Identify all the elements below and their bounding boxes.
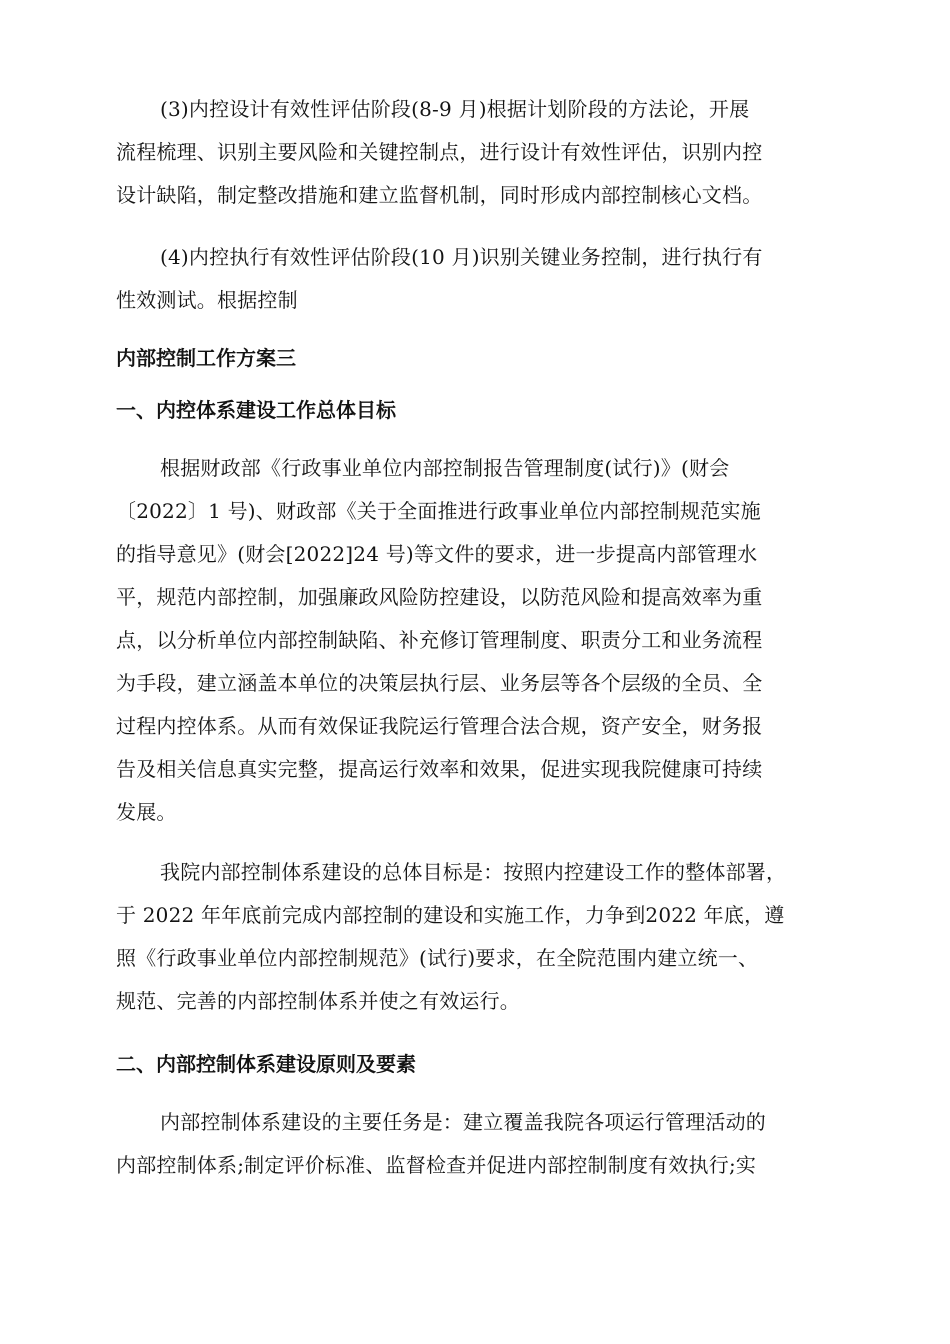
text-line: (4)内控执行有效性评估阶段(10 月)识别关键业务控制，进行执行有 bbox=[160, 245, 763, 269]
text-line: 〔2022〕1 号)、财政部《关于全面推进行政事业单位内部控制规范实施 bbox=[116, 499, 761, 523]
text-line: 告及相关信息真实完整，提高运行效率和效果，促进实现我院健康可持续 bbox=[116, 757, 763, 781]
paragraph-execution-effectiveness bbox=[116, 236, 831, 322]
text-line: 为手段，建立涵盖本单位的决策层执行层、业务层等各个层级的全员、全 bbox=[116, 671, 763, 695]
text-line: 点，以分析单位内部控制缺陷、补充修订管理制度、职责分工和业务流程 bbox=[116, 628, 763, 652]
text-line: 流程梳理、识别主要风险和关键控制点，进行设计有效性评估，识别内控 bbox=[116, 140, 763, 164]
text-line: 我院内部控制体系建设的总体目标是：按照内控建设工作的整体部署， bbox=[160, 860, 787, 884]
section-heading-principles: 二、内部控制体系建设原则及要素 bbox=[116, 1052, 416, 1076]
text-line: 过程内控体系。从而有效保证我院运行管理合法合规，资产安全，财务报 bbox=[116, 714, 763, 738]
text-line: 内部控制体系建设的主要任务是：建立覆盖我院各项运行管理活动的 bbox=[160, 1110, 766, 1134]
paragraph-overall-target bbox=[116, 851, 831, 1023]
text-line: 的指导意见》(财会[2022]24 号)等文件的要求，进一步提高内部管理水 bbox=[116, 542, 758, 566]
text-line: 平，规范内部控制，加强廉政风险防控建设，以防范风险和提高效率为重 bbox=[116, 585, 763, 609]
paragraph-design-effectiveness bbox=[116, 88, 831, 217]
text-line: 发展。 bbox=[116, 800, 177, 824]
text-line: (3)内控设计有效性评估阶段(8-9 月)根据计划阶段的方法论，开展 bbox=[160, 97, 750, 121]
section-heading-overall-goal: 一、内控体系建设工作总体目标 bbox=[116, 398, 396, 422]
text-line: 于 2022 年年底前完成内部控制的建设和实施工作，力争到2022 年底，遵 bbox=[116, 903, 785, 927]
section-title: 内部控制工作方案三 bbox=[116, 346, 296, 370]
text-line: 照《行政事业单位内部控制规范》(试行)要求，在全院范围内建立统一、 bbox=[116, 946, 759, 970]
paragraph-basis bbox=[116, 447, 831, 834]
paragraph-main-tasks bbox=[116, 1101, 831, 1187]
text-line: 根据财政部《行政事业单位内部控制报告管理制度(试行)》(财会 bbox=[160, 456, 730, 480]
text-line: 设计缺陷，制定整改措施和建立监督机制，同时形成内部控制核心文档。 bbox=[116, 183, 763, 207]
text-line: 内部控制体系;制定评价标准、监督检查并促进内部控制制度有效执行;实 bbox=[116, 1153, 757, 1177]
text-line: 规范、完善的内部控制体系并使之有效运行。 bbox=[116, 989, 520, 1013]
text-line: 性效测试。根据控制 bbox=[116, 288, 298, 312]
